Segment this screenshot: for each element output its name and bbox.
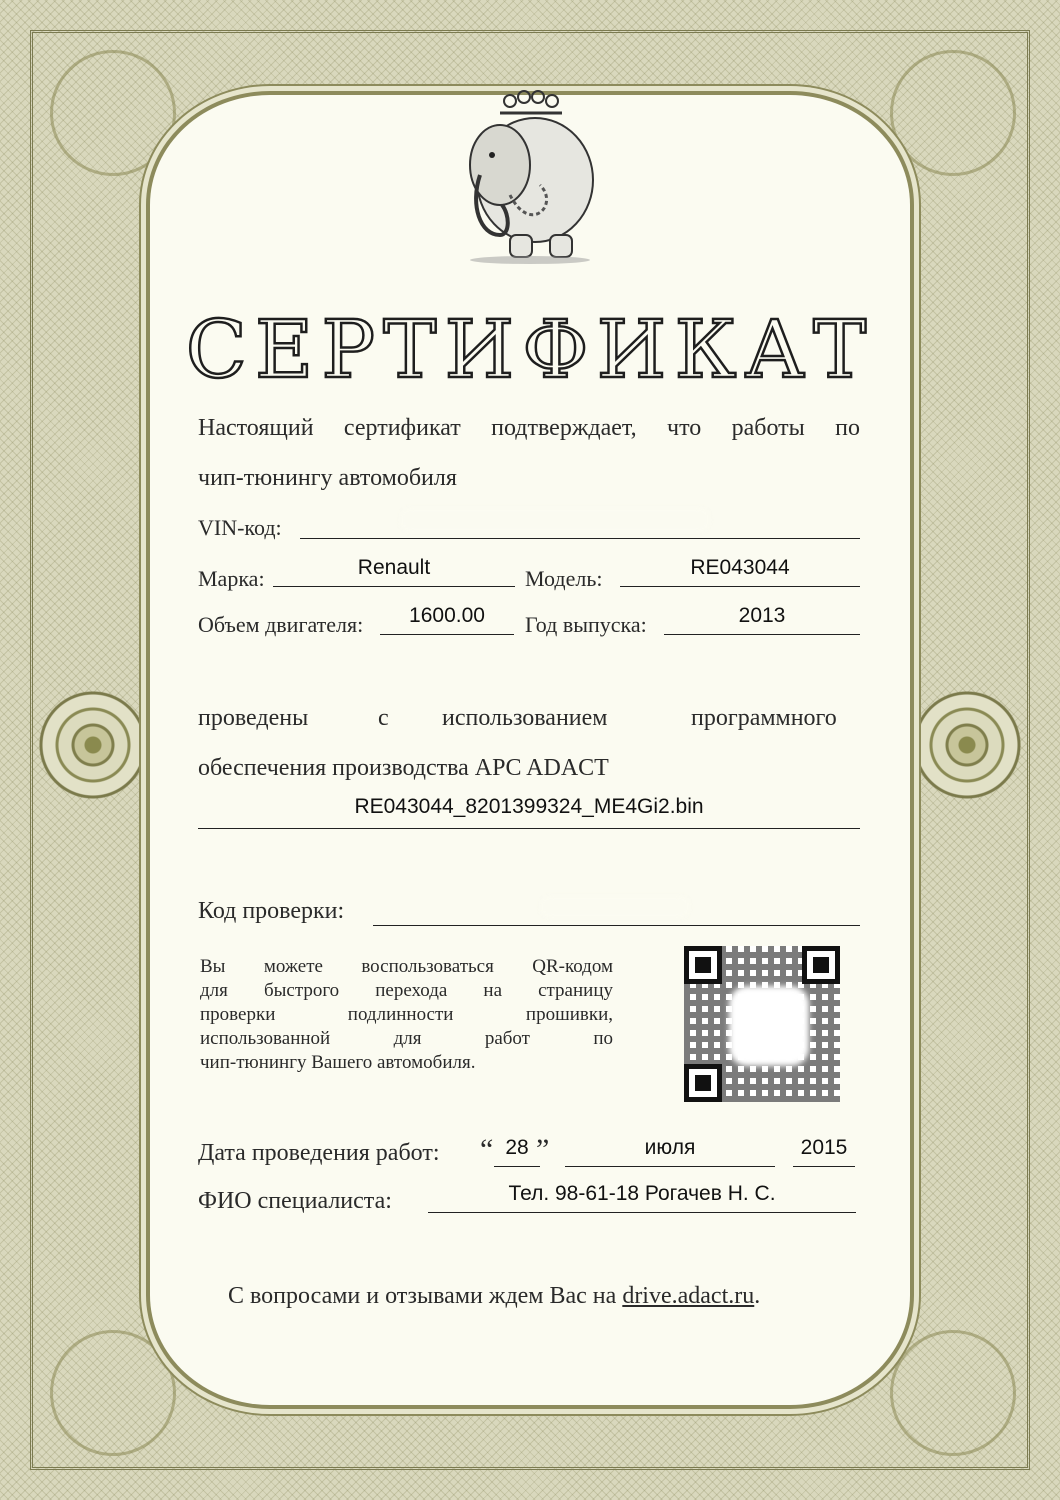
qr-note-line-1: Вы можете воспользоваться QR-кодом <box>200 956 613 977</box>
date-close-quote: ” <box>536 1133 550 1166</box>
make-underline <box>273 586 515 587</box>
specialist-value: Тел. 98-61-18 Рогачев Н. С. <box>508 1182 776 1205</box>
model-underline <box>620 586 860 587</box>
body-line-2: обеспечения производства APC ADACT <box>198 755 609 781</box>
footer-text-main: С вопросами и отзывами ждем Вас на <box>228 1283 617 1309</box>
body-word-3: использованием <box>442 705 608 731</box>
corner-ornament-bottom-left <box>50 1330 176 1456</box>
check-code-redacted <box>540 896 690 918</box>
make-label: Марка: <box>198 566 265 591</box>
vin-label: VIN-код: <box>198 515 282 540</box>
firmware-underline <box>198 828 860 829</box>
make-value: Renault <box>357 556 431 579</box>
year-label: Год выпуска: <box>525 612 647 637</box>
vin-redacted <box>400 508 710 532</box>
year-value: 2013 <box>738 604 786 627</box>
qr-note-line-5: чип-тюнингу Вашего автомобиля. <box>200 1052 476 1073</box>
body-word-2: с <box>378 705 389 731</box>
date-day: 28 <box>505 1136 529 1159</box>
date-open-quote: “ <box>480 1133 494 1166</box>
qr-note-line-2: для быстрого перехода на страницу <box>200 980 613 1001</box>
engine-underline <box>380 634 514 635</box>
certificate-title: СЕРТИФИКАТ <box>185 303 875 396</box>
date-label: Дата проведения работ: <box>198 1140 440 1166</box>
corner-ornament-top-right <box>890 50 1016 176</box>
rosette-left-ornament <box>38 690 148 800</box>
footer-link[interactable]: drive.adact.ru <box>622 1283 755 1309</box>
model-value: RE043044 <box>690 556 790 579</box>
elephant-logo-icon <box>440 85 620 265</box>
qr-note-line-4: использованной для работ по <box>200 1028 613 1049</box>
corner-ornament-bottom-right <box>890 1330 1016 1456</box>
date-day-underline <box>494 1166 540 1167</box>
body-word-1: проведены <box>198 705 309 731</box>
corner-ornament-top-left <box>50 50 176 176</box>
rosette-right-ornament <box>912 690 1022 800</box>
engine-value: 1600.00 <box>409 604 485 627</box>
specialist-label: ФИО специалиста: <box>198 1188 392 1214</box>
check-code-underline <box>373 925 860 926</box>
date-year-underline <box>793 1166 855 1167</box>
footer-text <box>228 1283 760 1310</box>
qr-note-line-3: проверки подлинности прошивки, <box>200 1004 613 1025</box>
check-code-label: Код проверки: <box>198 898 345 924</box>
intro-line-1: Настоящий сертификат подтверждает, что работы по <box>198 415 860 441</box>
date-month: июля <box>644 1136 696 1159</box>
vin-underline <box>300 538 860 539</box>
model-label: Модель: <box>525 566 603 591</box>
firmware-file-value: RE043044_8201399324_ME4Gi2.bin <box>354 795 704 818</box>
qr-code-icon[interactable] <box>684 946 840 1102</box>
date-year: 2015 <box>800 1136 848 1159</box>
body-word-4: программного <box>691 705 837 731</box>
intro-line-2: чип-тюнингу автомобиля <box>198 465 457 491</box>
year-underline <box>664 634 860 635</box>
specialist-underline <box>428 1212 856 1213</box>
date-month-underline <box>565 1166 775 1167</box>
footer-period: . <box>754 1283 761 1309</box>
engine-label: Объем двигателя: <box>198 612 364 637</box>
